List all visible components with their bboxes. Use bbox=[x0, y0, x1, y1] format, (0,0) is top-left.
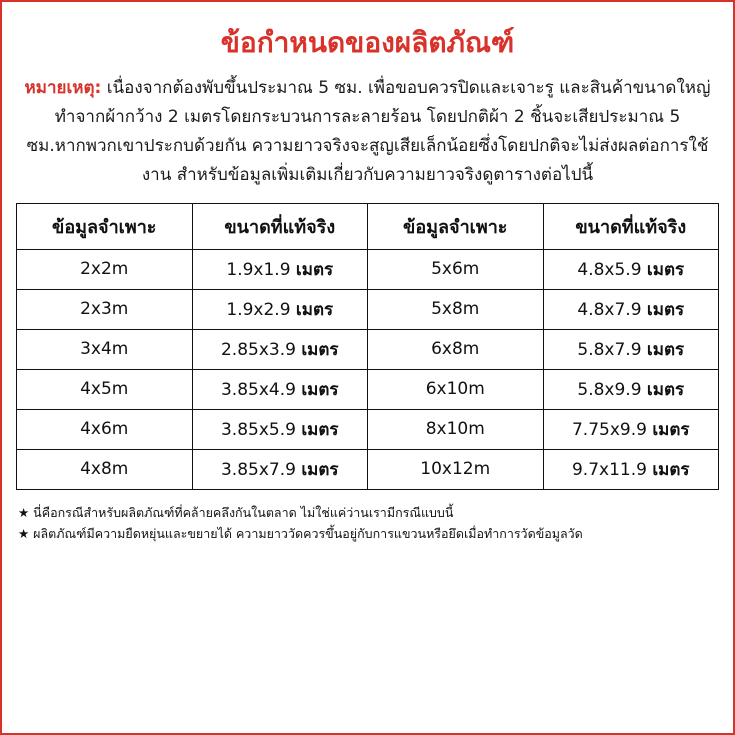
value: 3.85x4.9 bbox=[220, 379, 296, 400]
cell-real-right bbox=[543, 409, 719, 449]
value: 1.9x1.9 bbox=[226, 259, 291, 280]
document-body bbox=[2, 2, 733, 733]
value: 4.8x5.9 bbox=[577, 259, 642, 280]
unit-label: เมตร bbox=[646, 379, 685, 400]
cell-real-left bbox=[192, 249, 368, 289]
unit-label: เมตร bbox=[295, 259, 334, 280]
value: 1.9x2.9 bbox=[226, 299, 291, 320]
table-row bbox=[17, 329, 719, 369]
cell-spec-right: 5x8m bbox=[368, 289, 544, 329]
value: 3.85x5.9 bbox=[220, 419, 296, 440]
cell-real-left bbox=[192, 449, 368, 489]
cell-real-right bbox=[543, 369, 719, 409]
footnote-2: ★ ผลิตภัณฑ์มีความยืดหยุ่นและขยายได้ ความยาววัดควรขึ้นอยู่กับการแขวนหรือยึดเมื่อทำการวัดข้อมูลวัด bbox=[18, 525, 583, 541]
table-row bbox=[17, 249, 719, 289]
unit-label: เมตร bbox=[652, 459, 690, 480]
value: 9.7x11.9 bbox=[571, 459, 647, 480]
table-header bbox=[17, 203, 719, 249]
cell-real-left bbox=[192, 409, 368, 449]
unit-label: เมตร bbox=[301, 459, 339, 480]
cell-spec-left: 2x2m bbox=[17, 249, 193, 289]
footnote-1: ★ นี่คือกรณีสำหรับผลิตภัณฑ์ที่คล้ายคลึงกันในตลาด ไม่ใช่แค่ว่านเรามีกรณีแบบนี้ bbox=[18, 504, 454, 520]
cell-real-right bbox=[543, 449, 719, 489]
column-header-real-left: ขนาดที่แท้จริง bbox=[192, 203, 368, 249]
table-row bbox=[17, 409, 719, 449]
value: 7.75x9.9 bbox=[571, 419, 647, 440]
value: 5.8x7.9 bbox=[577, 339, 642, 360]
column-header-spec-left: ข้อมูลจำเพาะ bbox=[17, 203, 193, 249]
cell-spec-left: 3x4m bbox=[17, 329, 193, 369]
note-text: เนื่องจากต้องพับขึ้นประมาณ 5 ซม. เพื่อขอบควรปิดและเจาะรู และสินค้าขนาดใหญ่ทำจากผ้ากว้าง 2 เมตรโดยกระบวนการละลายร้อน โดยปกติผ้า 2 ชิ้นจะเสียประมาณ 5 ซม.หากพวกเขาประกบด้วยกัน ความยาวจริงจะสูญเสียเล็กน้อยซึ่งโดยปกติจะไม่ส่งผลต่อการใช้งาน สำหรับข้อมูลเพิ่มเติมเกี่ยวกับความยาวจริงดูตารางต่อไปนี้ bbox=[26, 77, 711, 186]
unit-label: เมตร bbox=[646, 339, 685, 360]
cell-real-right bbox=[543, 329, 719, 369]
cell-spec-right: 6x8m bbox=[368, 329, 544, 369]
table-row bbox=[17, 369, 719, 409]
cell-spec-left: 4x6m bbox=[17, 409, 193, 449]
footnotes bbox=[16, 502, 719, 545]
unit-label: เมตร bbox=[301, 379, 339, 400]
unit-label: เมตร bbox=[646, 259, 685, 280]
unit-label: เมตร bbox=[301, 419, 339, 440]
cell-spec-left: 2x3m bbox=[17, 289, 193, 329]
cell-spec-right: 10x12m bbox=[368, 449, 544, 489]
table-body bbox=[17, 249, 719, 489]
value: 2.85x3.9 bbox=[220, 339, 296, 360]
table-row bbox=[17, 449, 719, 489]
value: 5.8x9.9 bbox=[577, 379, 642, 400]
cell-spec-right: 6x10m bbox=[368, 369, 544, 409]
unit-label: เมตร bbox=[295, 299, 334, 320]
unit-label: เมตร bbox=[652, 419, 690, 440]
table-row bbox=[17, 289, 719, 329]
cell-spec-right: 8x10m bbox=[368, 409, 544, 449]
cell-real-left bbox=[192, 329, 368, 369]
column-header-spec-right: ข้อมูลจำเพาะ bbox=[368, 203, 544, 249]
page-title: ข้อกำหนดของผลิตภัณฑ์ bbox=[220, 26, 515, 59]
cell-real-right bbox=[543, 249, 719, 289]
cell-spec-left: 4x8m bbox=[17, 449, 193, 489]
unit-label: เมตร bbox=[646, 299, 685, 320]
value: 4.8x7.9 bbox=[577, 299, 642, 320]
column-header-real-right: ขนาดที่แท้จริง bbox=[543, 203, 719, 249]
cell-real-left bbox=[192, 369, 368, 409]
table-header-row bbox=[17, 203, 719, 249]
note-label: หมายเหตุ: bbox=[24, 77, 102, 98]
note-paragraph bbox=[16, 74, 719, 191]
unit-label: เมตร bbox=[301, 339, 339, 360]
value: 3.85x7.9 bbox=[220, 459, 296, 480]
specification-table bbox=[16, 203, 719, 490]
cell-real-left bbox=[192, 289, 368, 329]
cell-spec-right: 5x6m bbox=[368, 249, 544, 289]
cell-spec-left: 4x5m bbox=[17, 369, 193, 409]
cell-real-right bbox=[543, 289, 719, 329]
